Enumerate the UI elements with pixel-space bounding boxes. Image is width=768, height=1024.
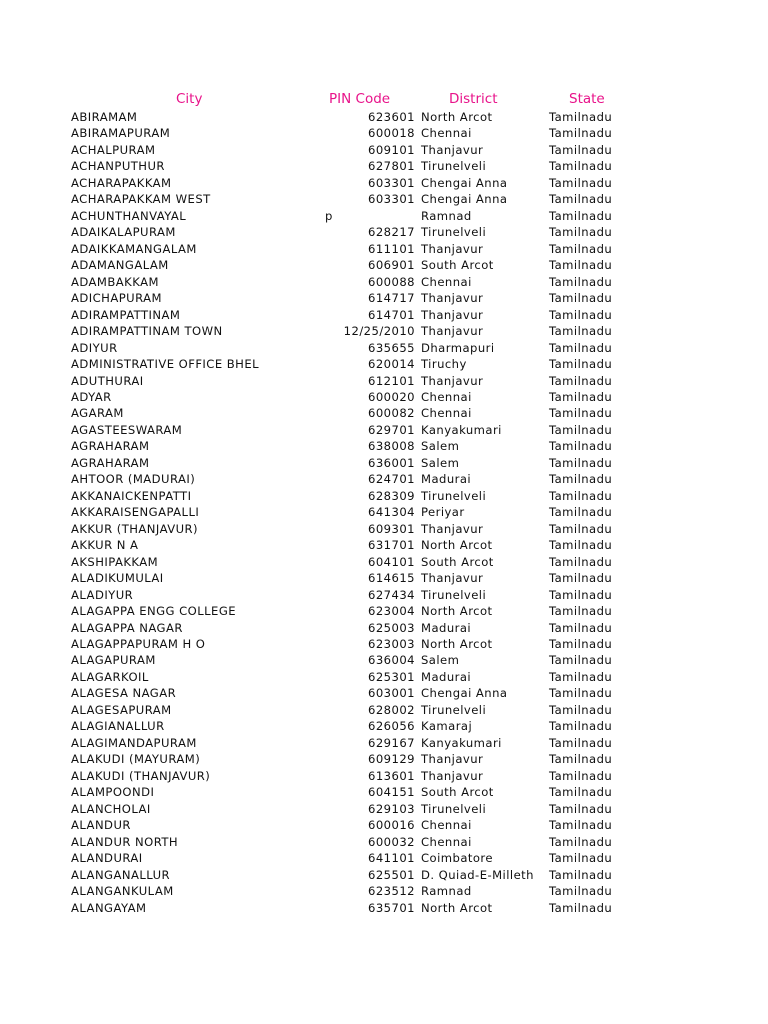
- pin-code-cell: 625501: [368, 867, 415, 882]
- city-cell: ADAIKALAPURAM: [71, 225, 176, 240]
- city-cell: ALANGANKULAM: [71, 884, 174, 899]
- city-cell: ALANDUR: [71, 818, 131, 833]
- pin-code-cell: 609101: [368, 142, 415, 157]
- table-row: [0, 537, 768, 553]
- district-cell: Thanjavur: [421, 768, 484, 783]
- district-cell: Kanyakumari: [421, 735, 502, 750]
- city-cell: ACHANPUTHUR: [71, 159, 165, 174]
- pin-code-cell: 627801: [368, 159, 415, 174]
- city-cell: ACHALPURAM: [71, 142, 156, 157]
- table-row: [0, 373, 768, 389]
- city-cell: ALANGANALLUR: [71, 867, 171, 882]
- table-row: [0, 455, 768, 471]
- city-cell: ACHARAPAKKAM: [71, 175, 172, 190]
- district-cell: Madurai: [421, 620, 472, 635]
- pin-code-cell: 600032: [368, 834, 415, 849]
- table-row: [0, 850, 768, 866]
- pin-code-cell: 609129: [368, 752, 415, 767]
- city-cell: ADICHAPURAM: [71, 291, 162, 306]
- pin-code-cell: 614615: [368, 571, 415, 586]
- table-body: [0, 109, 768, 916]
- state-cell: Tamilnadu: [549, 637, 613, 651]
- city-cell: ALAMPOONDI: [71, 785, 155, 800]
- table-row: [0, 718, 768, 734]
- table-row: [0, 340, 768, 356]
- table-row: [0, 883, 768, 899]
- pin-code-cell: 600020: [368, 389, 415, 404]
- pin-code-cell: p: [325, 208, 333, 223]
- district-cell: North Arcot: [421, 110, 493, 124]
- pin-code-cell: 600088: [368, 274, 415, 289]
- district-cell: Chengai Anna: [421, 175, 508, 190]
- table-row: [0, 175, 768, 191]
- pin-code-cell: 636004: [368, 653, 415, 668]
- district-cell: Chengai Anna: [421, 192, 508, 207]
- district-cell: Periyar: [421, 505, 465, 520]
- state-cell: Tamilnadu: [549, 488, 613, 503]
- state-cell: Tamilnadu: [549, 801, 613, 816]
- state-cell: Tamilnadu: [549, 785, 613, 800]
- pin-code-cell: 603001: [368, 686, 415, 701]
- header-state: State: [569, 91, 605, 107]
- state-cell: Tamilnadu: [549, 422, 613, 437]
- state-cell: Tamilnadu: [549, 900, 613, 915]
- table-row: [0, 570, 768, 586]
- state-cell: Tamilnadu: [549, 225, 613, 240]
- header-district: District: [449, 91, 498, 107]
- city-cell: ALAGIANALLUR: [71, 719, 165, 734]
- state-cell: Tamilnadu: [549, 834, 613, 849]
- state-cell: Tamilnadu: [549, 653, 613, 668]
- pin-code-cell: 623004: [368, 604, 415, 619]
- table-row: [0, 603, 768, 619]
- state-cell: Tamilnadu: [549, 357, 613, 372]
- pin-code-cell: 635701: [368, 900, 415, 915]
- city-cell: ADIRAMPATTINAM: [71, 307, 181, 322]
- state-cell: Tamilnadu: [549, 291, 613, 306]
- district-cell: Salem: [421, 653, 460, 668]
- pin-code-cell: 625003: [368, 620, 415, 635]
- district-cell: Dharmapuri: [421, 340, 495, 355]
- district-cell: D. Quiad-E-Milleth: [421, 867, 534, 882]
- state-cell: Tamilnadu: [549, 884, 613, 899]
- city-cell: ACHUNTHANVAYAL: [71, 208, 187, 223]
- pin-code-cell: 611101: [368, 241, 415, 256]
- pin-code-cell: 600016: [368, 818, 415, 833]
- city-cell: ADIYUR: [71, 340, 118, 355]
- district-cell: Ramnad: [421, 208, 472, 223]
- pin-code-cell: 620014: [368, 357, 415, 372]
- table-row: [0, 702, 768, 718]
- table-row: [0, 241, 768, 257]
- city-cell: ALAKUDI (MAYURAM): [71, 752, 201, 767]
- city-cell: AHTOOR (MADURAI): [71, 472, 196, 487]
- state-cell: Tamilnadu: [549, 719, 613, 734]
- pin-code-cell: 623003: [368, 637, 415, 651]
- district-cell: South Arcot: [421, 258, 494, 273]
- pin-code-cell: 641304: [368, 505, 415, 520]
- pin-code-cell: 629701: [368, 422, 415, 437]
- city-cell: ALAGESAPURAM: [71, 702, 172, 717]
- state-cell: Tamilnadu: [549, 389, 613, 404]
- district-cell: North Arcot: [421, 538, 493, 553]
- district-cell: Salem: [421, 455, 460, 470]
- city-cell: ALANGAYAM: [71, 900, 147, 915]
- table-row: [0, 488, 768, 504]
- district-cell: Thanjavur: [421, 521, 484, 536]
- pin-code-cell: 627434: [368, 587, 415, 602]
- district-cell: Chennai: [421, 274, 472, 289]
- district-cell: Tirunelveli: [421, 225, 487, 240]
- state-cell: Tamilnadu: [549, 159, 613, 174]
- state-cell: Tamilnadu: [549, 472, 613, 487]
- district-cell: Thanjavur: [421, 373, 484, 388]
- table-row: [0, 158, 768, 174]
- city-cell: ALAGAPPAPURAM H O: [71, 637, 206, 651]
- district-cell: Chennai: [421, 389, 472, 404]
- city-cell: ABIRAMAPURAM: [71, 126, 171, 141]
- state-cell: Tamilnadu: [549, 373, 613, 388]
- pin-code-cell: 623601: [368, 110, 415, 124]
- pin-code-cell: 604151: [368, 785, 415, 800]
- table-row: [0, 685, 768, 701]
- table-row: [0, 834, 768, 850]
- state-cell: Tamilnadu: [549, 274, 613, 289]
- header-city: City: [176, 91, 203, 107]
- state-cell: Tamilnadu: [549, 587, 613, 602]
- pin-code-cell: 625301: [368, 669, 415, 684]
- district-cell: Chennai: [421, 126, 472, 141]
- pin-code-cell: 613601: [368, 768, 415, 783]
- table-row: [0, 554, 768, 570]
- state-cell: Tamilnadu: [549, 851, 613, 866]
- district-cell: South Arcot: [421, 785, 494, 800]
- state-cell: Tamilnadu: [549, 455, 613, 470]
- state-cell: Tamilnadu: [549, 241, 613, 256]
- state-cell: Tamilnadu: [549, 406, 613, 421]
- pin-code-cell: 604101: [368, 554, 415, 569]
- pin-code-cell: 626056: [368, 719, 415, 734]
- city-cell: AKKARAISENGAPALLI: [71, 505, 200, 520]
- city-cell: ALADIYUR: [71, 587, 134, 602]
- district-cell: Chennai: [421, 406, 472, 421]
- city-cell: ALAGIMANDAPURAM: [71, 735, 197, 750]
- district-cell: Madurai: [421, 472, 472, 487]
- district-cell: Chennai: [421, 834, 472, 849]
- state-cell: Tamilnadu: [549, 505, 613, 520]
- city-cell: ADAMBAKKAM: [71, 274, 159, 289]
- table-row: [0, 768, 768, 784]
- state-cell: Tamilnadu: [549, 818, 613, 833]
- district-cell: Chengai Anna: [421, 686, 508, 701]
- district-cell: Kamaraj: [421, 719, 473, 734]
- district-cell: Ramnad: [421, 884, 472, 899]
- pin-code-cell: 638008: [368, 439, 415, 454]
- pin-code-cell: 12/25/2010: [343, 324, 415, 339]
- pin-code-cell: 628002: [368, 702, 415, 717]
- district-cell: North Arcot: [421, 604, 493, 619]
- city-cell: ADAIKKAMANGALAM: [71, 241, 197, 256]
- pin-code-cell: 603301: [368, 192, 415, 207]
- state-cell: Tamilnadu: [549, 735, 613, 750]
- table-row: [0, 784, 768, 800]
- pin-code-cell: 600082: [368, 406, 415, 421]
- district-cell: Tirunelveli: [421, 488, 487, 503]
- table-row: [0, 817, 768, 833]
- table-row: [0, 191, 768, 207]
- district-cell: North Arcot: [421, 637, 493, 651]
- city-cell: ALANDUR NORTH: [71, 834, 179, 849]
- state-cell: Tamilnadu: [549, 307, 613, 322]
- city-cell: AKKUR N A: [71, 538, 139, 553]
- city-cell: ADMINISTRATIVE OFFICE BHEL: [71, 357, 260, 372]
- pin-code-cell: 629103: [368, 801, 415, 816]
- table-row: [0, 652, 768, 668]
- pin-code-cell: 600018: [368, 126, 415, 141]
- state-cell: Tamilnadu: [549, 208, 613, 223]
- city-cell: ADIRAMPATTINAM TOWN: [71, 324, 223, 339]
- table-row: [0, 274, 768, 290]
- pin-code-cell: 614717: [368, 291, 415, 306]
- pin-code-cell: 614701: [368, 307, 415, 322]
- district-cell: South Arcot: [421, 554, 494, 569]
- city-cell: AKSHIPAKKAM: [71, 554, 159, 569]
- city-cell: AGASTEESWARAM: [71, 422, 183, 437]
- pin-code-cell: 635655: [368, 340, 415, 355]
- table-row: [0, 751, 768, 767]
- pin-code-cell: 603301: [368, 175, 415, 190]
- city-cell: ADUTHURAI: [71, 373, 144, 388]
- table-row: [0, 307, 768, 323]
- table-row: [0, 142, 768, 158]
- state-cell: Tamilnadu: [549, 142, 613, 157]
- district-cell: Chennai: [421, 818, 472, 833]
- table-row: [0, 867, 768, 883]
- table-row: [0, 735, 768, 751]
- district-cell: Thanjavur: [421, 571, 484, 586]
- state-cell: Tamilnadu: [549, 702, 613, 717]
- state-cell: Tamilnadu: [549, 620, 613, 635]
- district-cell: North Arcot: [421, 900, 493, 915]
- table-row: [0, 224, 768, 240]
- table-row: [0, 669, 768, 685]
- city-cell: AGARAM: [71, 406, 124, 421]
- table-row: [0, 620, 768, 636]
- state-cell: Tamilnadu: [549, 521, 613, 536]
- city-cell: ALAGAPPA NAGAR: [71, 620, 183, 635]
- state-cell: Tamilnadu: [549, 538, 613, 553]
- table-row: [0, 389, 768, 405]
- district-cell: Tirunelveli: [421, 159, 487, 174]
- table-row: [0, 521, 768, 537]
- pin-code-cell: 609301: [368, 521, 415, 536]
- state-cell: Tamilnadu: [549, 324, 613, 339]
- table-row: [0, 801, 768, 817]
- table-row: [0, 471, 768, 487]
- city-cell: ADYAR: [71, 389, 112, 404]
- city-cell: AKKUR (THANJAVUR): [71, 521, 199, 536]
- table-row: [0, 125, 768, 141]
- state-cell: Tamilnadu: [549, 340, 613, 355]
- district-cell: Coimbatore: [421, 851, 493, 866]
- city-cell: AKKANAICKENPATTI: [71, 488, 192, 503]
- district-cell: Salem: [421, 439, 460, 454]
- district-cell: Thanjavur: [421, 752, 484, 767]
- city-cell: ALAGAPPA ENGG COLLEGE: [71, 604, 237, 619]
- state-cell: Tamilnadu: [549, 258, 613, 273]
- pin-code-cell: 631701: [368, 538, 415, 553]
- district-cell: Madurai: [421, 669, 472, 684]
- table-row: [0, 109, 768, 125]
- district-cell: Thanjavur: [421, 307, 484, 322]
- pin-code-cell: 628309: [368, 488, 415, 503]
- pin-code-cell: 636001: [368, 455, 415, 470]
- table-row: [0, 587, 768, 603]
- state-cell: Tamilnadu: [549, 175, 613, 190]
- table-row: [0, 323, 768, 339]
- city-cell: AGRAHARAM: [71, 455, 150, 470]
- pin-code-cell: 612101: [368, 373, 415, 388]
- city-cell: AGRAHARAM: [71, 439, 150, 454]
- district-cell: Thanjavur: [421, 142, 484, 157]
- pin-code-cell: 628217: [368, 225, 415, 240]
- district-cell: Tirunelveli: [421, 801, 487, 816]
- state-cell: Tamilnadu: [549, 669, 613, 684]
- table-row: [0, 290, 768, 306]
- table-row: [0, 504, 768, 520]
- table-row: [0, 422, 768, 438]
- district-cell: Tiruchy: [421, 357, 467, 372]
- city-cell: ALAGESA NAGAR: [71, 686, 177, 701]
- state-cell: Tamilnadu: [549, 571, 613, 586]
- district-cell: Thanjavur: [421, 241, 484, 256]
- pin-code-cell: 623512: [368, 884, 415, 899]
- state-cell: Tamilnadu: [549, 752, 613, 767]
- state-cell: Tamilnadu: [549, 867, 613, 882]
- city-cell: ALANDURAI: [71, 851, 143, 866]
- city-cell: ALANCHOLAI: [71, 801, 151, 816]
- table-row: [0, 900, 768, 916]
- state-cell: Tamilnadu: [549, 686, 613, 701]
- header-pin-code: PIN Code: [329, 91, 391, 107]
- city-cell: ABIRAMAM: [71, 110, 138, 124]
- table-row: [0, 208, 768, 224]
- state-cell: Tamilnadu: [549, 604, 613, 619]
- table-row: [0, 438, 768, 454]
- city-cell: ADAMANGALAM: [71, 258, 169, 273]
- state-cell: Tamilnadu: [549, 554, 613, 569]
- pin-code-cell: 629167: [368, 735, 415, 750]
- district-cell: Thanjavur: [421, 324, 484, 339]
- pin-code-cell: 641101: [368, 851, 415, 866]
- district-cell: Kanyakumari: [421, 422, 502, 437]
- district-cell: Tirunelveli: [421, 702, 487, 717]
- table-row: [0, 636, 768, 652]
- state-cell: Tamilnadu: [549, 192, 613, 207]
- table-row: [0, 356, 768, 372]
- table-row: [0, 405, 768, 421]
- state-cell: Tamilnadu: [549, 110, 613, 124]
- city-cell: ALADIKUMULAI: [71, 571, 164, 586]
- pin-code-cell: 624701: [368, 472, 415, 487]
- city-cell: ALAGAPURAM: [71, 653, 156, 668]
- city-cell: ACHARAPAKKAM WEST: [71, 192, 211, 207]
- state-cell: Tamilnadu: [549, 768, 613, 783]
- pin-code-cell: 606901: [368, 258, 415, 273]
- state-cell: Tamilnadu: [549, 439, 613, 454]
- city-cell: ALAGARKOIL: [71, 669, 149, 684]
- city-cell: ALAKUDI (THANJAVUR): [71, 768, 211, 783]
- district-cell: Thanjavur: [421, 291, 484, 306]
- state-cell: Tamilnadu: [549, 126, 613, 141]
- district-cell: Tirunelveli: [421, 587, 487, 602]
- table-row: [0, 257, 768, 273]
